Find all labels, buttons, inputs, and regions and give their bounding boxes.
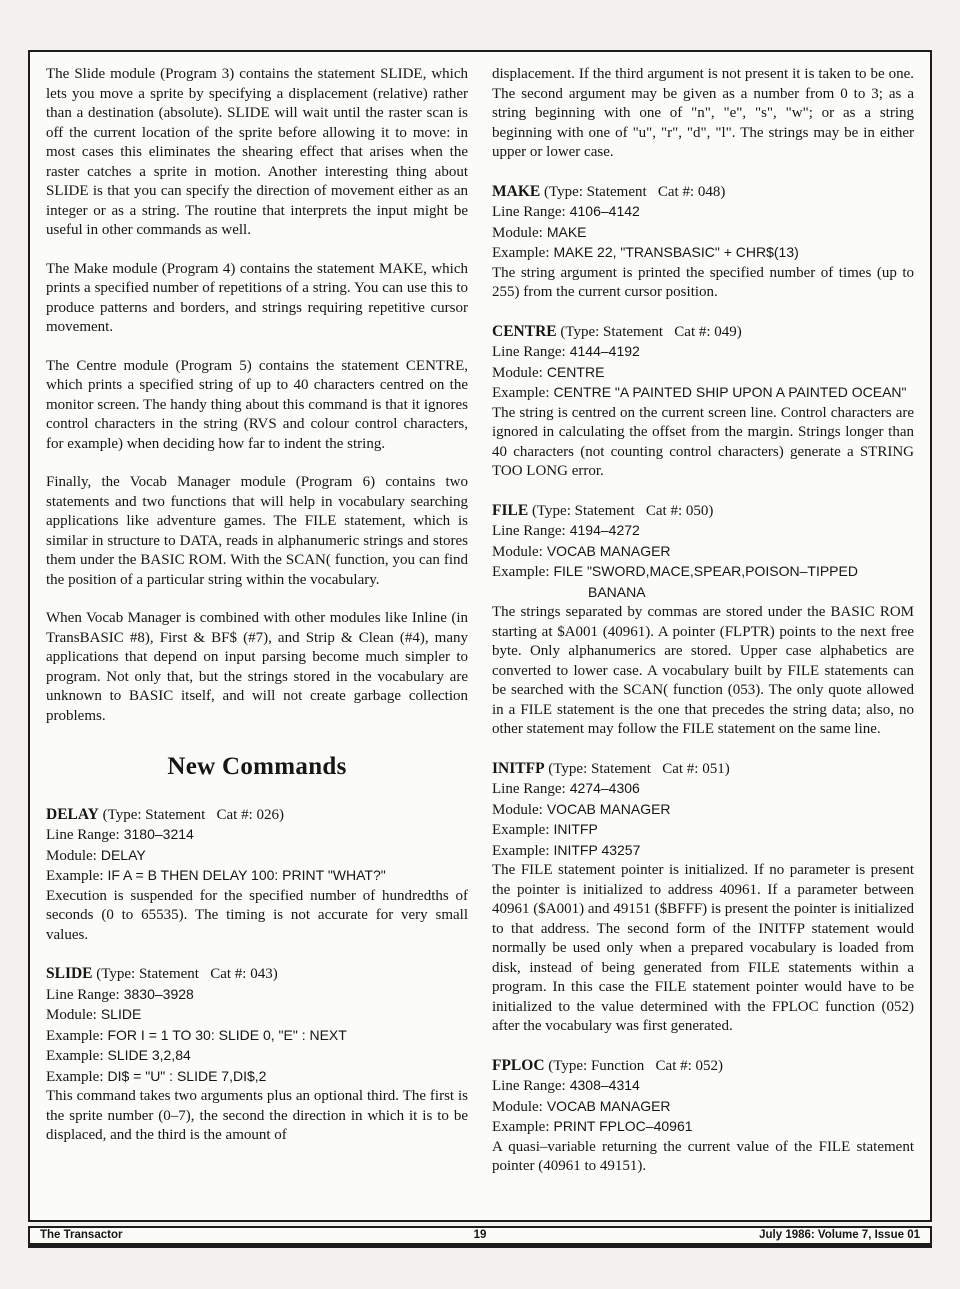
- command-meta: (Type: Statement Cat #: 026): [102, 806, 285, 823]
- field-label: Line Range:: [492, 523, 566, 539]
- command-name: CENTRE: [492, 322, 557, 340]
- footer-bar: [28, 1226, 932, 1248]
- command-name: MAKE: [492, 182, 541, 200]
- command-description: The string is centred on the current screen line. Control characters are ignored in calculating the offset from the margin. Strings longer than 40 characters (not counting control characters) generate a STRING TOO LONG error.: [492, 404, 914, 479]
- field-value: 3830–3928: [123, 985, 194, 1002]
- command-description: The string argument is printed the specified number of times (up to 255) from the current cursor position.: [492, 264, 914, 300]
- command-description: A quasi–variable returning the current value of the FILE statement pointer (40961 to 49151).: [492, 1138, 914, 1174]
- field-value: MAKE 22, "TRANSBASIC" + CHR$(13): [553, 244, 799, 260]
- footer-magazine-title: The Transactor: [40, 1229, 123, 1241]
- field-label: Example:: [492, 822, 550, 838]
- field-line: [492, 542, 914, 563]
- field-line: [492, 363, 914, 384]
- command-name: FPLOC: [492, 1056, 545, 1074]
- intro-paragraph-make: The Make module (Program 4) contains the statement MAKE, which prints a specified number of repetitions of a string. You can use this to produce patterns and borders, and strings requiring repetitive cursor movement.: [46, 260, 468, 335]
- field-line: [492, 841, 914, 862]
- field-value: 4144–4192: [569, 343, 640, 359]
- field-value: FILE "SWORD,MACE,SPEAR,POISON–TIPPED BANANA: [553, 563, 858, 600]
- command-block-fploc: [492, 1056, 914, 1177]
- field-label: Example:: [492, 1119, 550, 1135]
- field-line: [46, 866, 468, 887]
- field-line: [492, 800, 914, 821]
- field-line: [492, 521, 914, 542]
- field-label: Module:: [46, 1007, 97, 1023]
- field-label: Line Range:: [492, 781, 566, 797]
- field-label: Example:: [46, 1048, 104, 1064]
- field-value: 4106–4142: [569, 203, 640, 219]
- command-meta: (Type: Statement Cat #: 050): [531, 502, 714, 519]
- command-name: INITFP: [492, 759, 545, 777]
- field-label: Example:: [46, 1068, 104, 1085]
- field-value: IF A = B THEN DELAY 100: PRINT "WHAT?": [107, 867, 386, 883]
- field-label: Example:: [46, 1027, 104, 1044]
- field-value: 3180–3214: [123, 826, 194, 842]
- field-value: SLIDE 3,2,84: [107, 1047, 191, 1063]
- field-label: Example:: [492, 842, 550, 859]
- field-value: PRINT FPLOC–40961: [553, 1118, 693, 1134]
- field-label: Example:: [46, 868, 104, 884]
- command-name: FILE: [492, 501, 529, 519]
- field-line: [492, 562, 914, 603]
- field-value: INITFP 43257: [553, 841, 641, 858]
- field-value: VOCAB MANAGER: [546, 542, 671, 559]
- field-value: MAKE: [546, 223, 587, 240]
- command-description: The strings separated by commas are stored under the BASIC ROM starting at $A001 (40961). A pointer (FLPTR) points to the next free byte. Only alphanumerics are stored. Upper case alphabetics are converted to lower case. A vocabulary built by FILE statements can be searched with the SCAN( function (053). The only quote allowed in a FILE statement is the one that precedes the string data; also, no other statement may follow the FILE statement on the same line.: [492, 604, 914, 737]
- command-meta: (Type: Function Cat #: 052): [548, 1057, 724, 1074]
- command-description: This command takes two arguments plus an optional third. The first is the sprite number (0–7), the second the direction in which it is to be displaced, and the third is the amount of: [46, 1088, 468, 1143]
- field-label: Example:: [492, 564, 550, 580]
- field-label: Line Range:: [46, 827, 120, 843]
- field-line: [46, 1005, 468, 1026]
- command-block-file: [492, 501, 914, 740]
- article-box: [28, 50, 932, 1222]
- field-line: [46, 985, 468, 1006]
- command-meta: (Type: Statement Cat #: 048): [543, 183, 726, 200]
- field-line: [492, 202, 914, 223]
- command-block-initfp: [492, 759, 914, 1037]
- field-line: [492, 383, 914, 404]
- field-line: [492, 243, 914, 264]
- field-line: [46, 1067, 468, 1088]
- left-column: [46, 65, 468, 1212]
- section-heading: New Commands: [167, 753, 347, 780]
- field-label: Module:: [492, 224, 543, 241]
- continuation-paragraph: displacement. If the third argument is not present it is taken to be one. The second argument may be given as a number from 0 to 3; as a string beginning with one of "n", "e", "s", "w"; or as a string beginning with one of "u", "r", "d", "l". The strings may be in either upper or lower case.: [492, 66, 914, 160]
- field-value: VOCAB MANAGER: [546, 800, 671, 817]
- field-value: VOCAB MANAGER: [546, 1097, 671, 1114]
- field-value: CENTRE: [546, 363, 605, 380]
- field-label: Line Range:: [46, 986, 120, 1003]
- right-column: [492, 65, 914, 1212]
- field-label: Module:: [492, 543, 543, 560]
- field-line: [492, 779, 914, 800]
- field-line: [492, 820, 914, 841]
- field-value: FOR I = 1 TO 30: SLIDE 0, "E" : NEXT: [107, 1026, 347, 1043]
- field-label: Module:: [492, 801, 543, 818]
- field-value: 4308–4314: [569, 1077, 640, 1093]
- field-label: Module:: [46, 847, 97, 864]
- field-label: Example:: [492, 385, 550, 401]
- intro-paragraph-centre: The Centre module (Program 5) contains the statement CENTRE, which prints a specified string of up to 40 characters centred on the monitor screen. The handy thing about this command is that it ignores control characters in the string (RVS and colour control characters, for example) when deciding how far to indent the string.: [46, 357, 468, 452]
- field-line: [46, 846, 468, 867]
- field-value: INITFP: [553, 821, 598, 837]
- intro-paragraph-vocab: Finally, the Vocab Manager module (Program 6) contains two statements and two functions that will help in vocabulary searching applications like adventure games. The FILE statement, which is similar in structure to DATA, reads in alphanumeric strings and stores them under the BASIC ROM. With the SCAN( function, you can find the position of a particular string within the vocabulary.: [46, 474, 468, 588]
- field-line: [46, 1026, 468, 1047]
- field-label: Module:: [492, 1098, 543, 1115]
- command-meta: (Type: Statement Cat #: 043): [96, 966, 278, 982]
- field-label: Example:: [492, 245, 550, 261]
- command-block-delay: [46, 805, 468, 946]
- command-block-centre: [492, 322, 914, 482]
- field-value: 4194–4272: [569, 522, 640, 538]
- field-line: [492, 223, 914, 244]
- field-line: [492, 1117, 914, 1138]
- intro-paragraph-slide: The Slide module (Program 3) contains the statement SLIDE, which lets you move a sprite by specifying a displacement (relative) rather than a destination (absolute). SLIDE will wait until the raster scan is off the current location of the sprite before allowing it to move: in most cases this eliminates the shearing effect that arises when the raster catches a sprite in motion. Another interesting thing about SLIDE is that you can specify the direction of movement either as an integer or as a string. The routine that interprets the input might be useful in other commands as well.: [46, 66, 468, 238]
- field-line: [46, 1046, 468, 1067]
- field-label: Line Range:: [492, 1078, 566, 1094]
- field-line: [492, 1097, 914, 1118]
- field-value: DELAY: [100, 846, 146, 863]
- field-line: [492, 342, 914, 363]
- command-block-slide: [46, 964, 468, 1146]
- command-meta: (Type: Statement Cat #: 051): [548, 760, 730, 777]
- command-block-make: [492, 182, 914, 303]
- footer-page-number: 19: [473, 1229, 487, 1241]
- field-value: DI$ = "U" : SLIDE 7,DI$,2: [107, 1067, 267, 1084]
- field-value: CENTRE "A PAINTED SHIP UPON A PAINTED OCEAN": [553, 384, 907, 400]
- command-description: Execution is suspended for the specified number of hundredths of seconds (0 to 65535). The timing is not accurate for very small values.: [46, 887, 468, 943]
- intro-paragraph-combined: When Vocab Manager is combined with other modules like Inline (in TransBASIC #8), First & BF$ (#7), and Strip & Clean (#4), many applications that depend on input parsing become much simpler to program. Not only that, but the strings stored in the vocabulary are unknown to BASIC itself, and will not create garbage collection problems.: [46, 610, 468, 724]
- field-label: Line Range:: [492, 344, 566, 360]
- field-label: Module:: [492, 364, 543, 381]
- field-line: [46, 825, 468, 846]
- footer-issue-date: July 1986: Volume 7, Issue 01: [759, 1229, 920, 1241]
- field-line: [492, 1076, 914, 1097]
- command-name: SLIDE: [46, 965, 93, 982]
- field-label: Line Range:: [492, 204, 566, 220]
- command-name: DELAY: [46, 805, 99, 823]
- command-description: The FILE statement pointer is initialized. If no parameter is present the pointer is initialized to address 40961. If a parameter between 40961 ($A001) and 49151 ($BFFF) is present the pointer is initialized to that address. The second form of the INITFP statement would normally be used only when a prepared vocabulary is loaded from disk, instead of being generated from FILE statements within a program. In this case the FILE statement pointer would have to be initialized to the value determined with the FPLOC function (052) after the vocabulary was first generated.: [492, 862, 914, 1034]
- field-value: SLIDE: [100, 1006, 142, 1022]
- field-value: 4274–4306: [569, 780, 640, 796]
- command-meta: (Type: Statement Cat #: 049): [560, 323, 742, 340]
